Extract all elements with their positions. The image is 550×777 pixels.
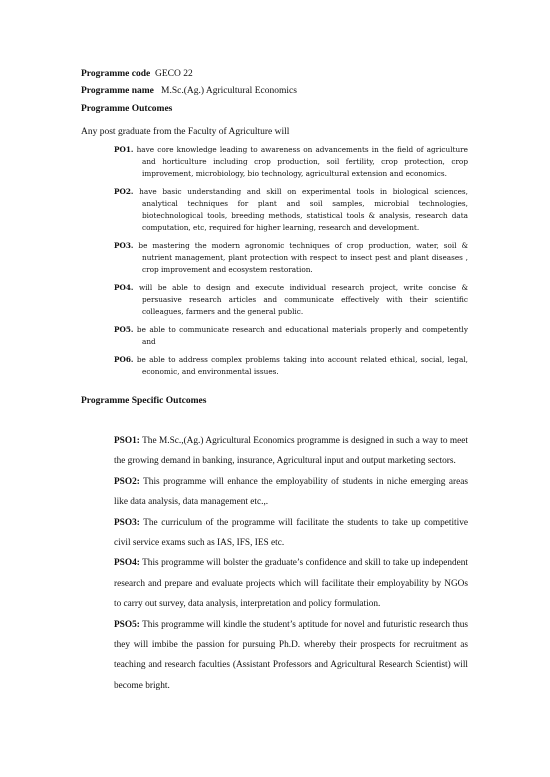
po-item bbox=[114, 240, 468, 276]
po-text: be able to communicate research and educational materials properly and competently and bbox=[136, 325, 468, 346]
po-item bbox=[114, 144, 468, 180]
programme-code-label: Programme code bbox=[81, 69, 151, 79]
pso-item bbox=[114, 431, 468, 472]
pso-item bbox=[114, 472, 468, 513]
programme-specific-outcomes-heading: Programme Specific Outcomes bbox=[81, 396, 207, 406]
pso-label: PSO1: bbox=[114, 436, 140, 446]
pso-text: The M.Sc.,(Ag.) Agricultural Economics programme is designed in such a way to meet the growing demand in banking, insurance, Agricultural input and output marketing sectors. bbox=[114, 436, 469, 467]
pso-item bbox=[114, 553, 468, 614]
po-text: be mastering the modern agronomic techniques of crop production, water, soil & nutrient management, plant protection with respect to insect pest and plant diseases , crop improvement and ecosystem restoration. bbox=[138, 241, 468, 274]
po-item bbox=[114, 186, 468, 234]
pso-label: PSO5: bbox=[114, 619, 140, 630]
po-text: be able to address complex problems taking into account related ethical, social, legal, economic, and environmental issues. bbox=[136, 355, 468, 376]
intro-text: Any post graduate from the Faculty of Agriculture will bbox=[81, 127, 290, 137]
po-label: PO6. bbox=[114, 355, 134, 364]
programme-outcomes-heading: Programme Outcomes bbox=[81, 104, 173, 114]
programme-name-label: Programme name bbox=[81, 86, 154, 96]
po-item bbox=[114, 354, 468, 378]
pso-text: The curriculum of the programme will facilitate the students to take up competitive civil service exams such as IAS, IFS, IES etc. bbox=[114, 517, 468, 549]
pso-label: PSO3: bbox=[114, 517, 140, 528]
programme-specific-outcomes-list bbox=[114, 431, 468, 696]
po-item bbox=[114, 324, 468, 348]
pso-item bbox=[114, 513, 468, 554]
pso-label: PSO2: bbox=[114, 476, 140, 487]
pso-text: This programme will bolster the graduate’s confidence and skill to take up independent research and prepare and evaluate projects which will facilitate their employability by NGOs to carry out survey, data analysis, interpretation and policy formulation. bbox=[114, 558, 469, 610]
pso-text: This programme will enhance the employability of students in niche emerging areas like data analysis, data management etc.,. bbox=[114, 476, 469, 508]
programme-name-value: M.Sc.(Ag.) Agricultural Economics bbox=[161, 86, 297, 96]
po-item bbox=[114, 282, 468, 318]
po-text: have basic understanding and skill on experimental tools in biological sciences, analytical techniques for plant and soil samples, microbial technologies, biotechnological tools, breeding methods, statistical tools & analysis, research data computation, etc, required for higher learning, research and development. bbox=[139, 187, 468, 232]
programme-code-value: GECO 22 bbox=[154, 69, 193, 79]
programme-code-line bbox=[81, 69, 193, 79]
pso-item bbox=[114, 615, 468, 697]
programme-name-line bbox=[81, 86, 297, 96]
po-label: PO4. bbox=[114, 283, 134, 292]
po-label: PO2. bbox=[114, 187, 134, 196]
po-label: PO3. bbox=[114, 241, 134, 250]
po-label: PO5. bbox=[114, 325, 134, 334]
programme-outcomes-list bbox=[114, 144, 468, 384]
po-text: will be able to design and execute individual research project, write concise & persuasive research articles and communicate effectively with their scientific colleagues, farmers and the general public. bbox=[138, 283, 468, 316]
pso-text: This programme will kindle the student’s aptitude for novel and futuristic research thus they will imbibe the passion for pursuing Ph.D. whereby their prospects for recruitment as teaching and research faculties (Assistant Professors and Agricultural Research Scientist) will become bright. bbox=[114, 619, 469, 691]
po-text: have core knowledge leading to awareness on advancements in the field of agriculture and horticulture including crop production, soil fertility, crop protection, crop improvement, microbiology, bio technology, agricultural extension and economics. bbox=[136, 145, 468, 178]
pso-label: PSO4: bbox=[114, 558, 140, 569]
po-label: PO1. bbox=[114, 145, 134, 154]
